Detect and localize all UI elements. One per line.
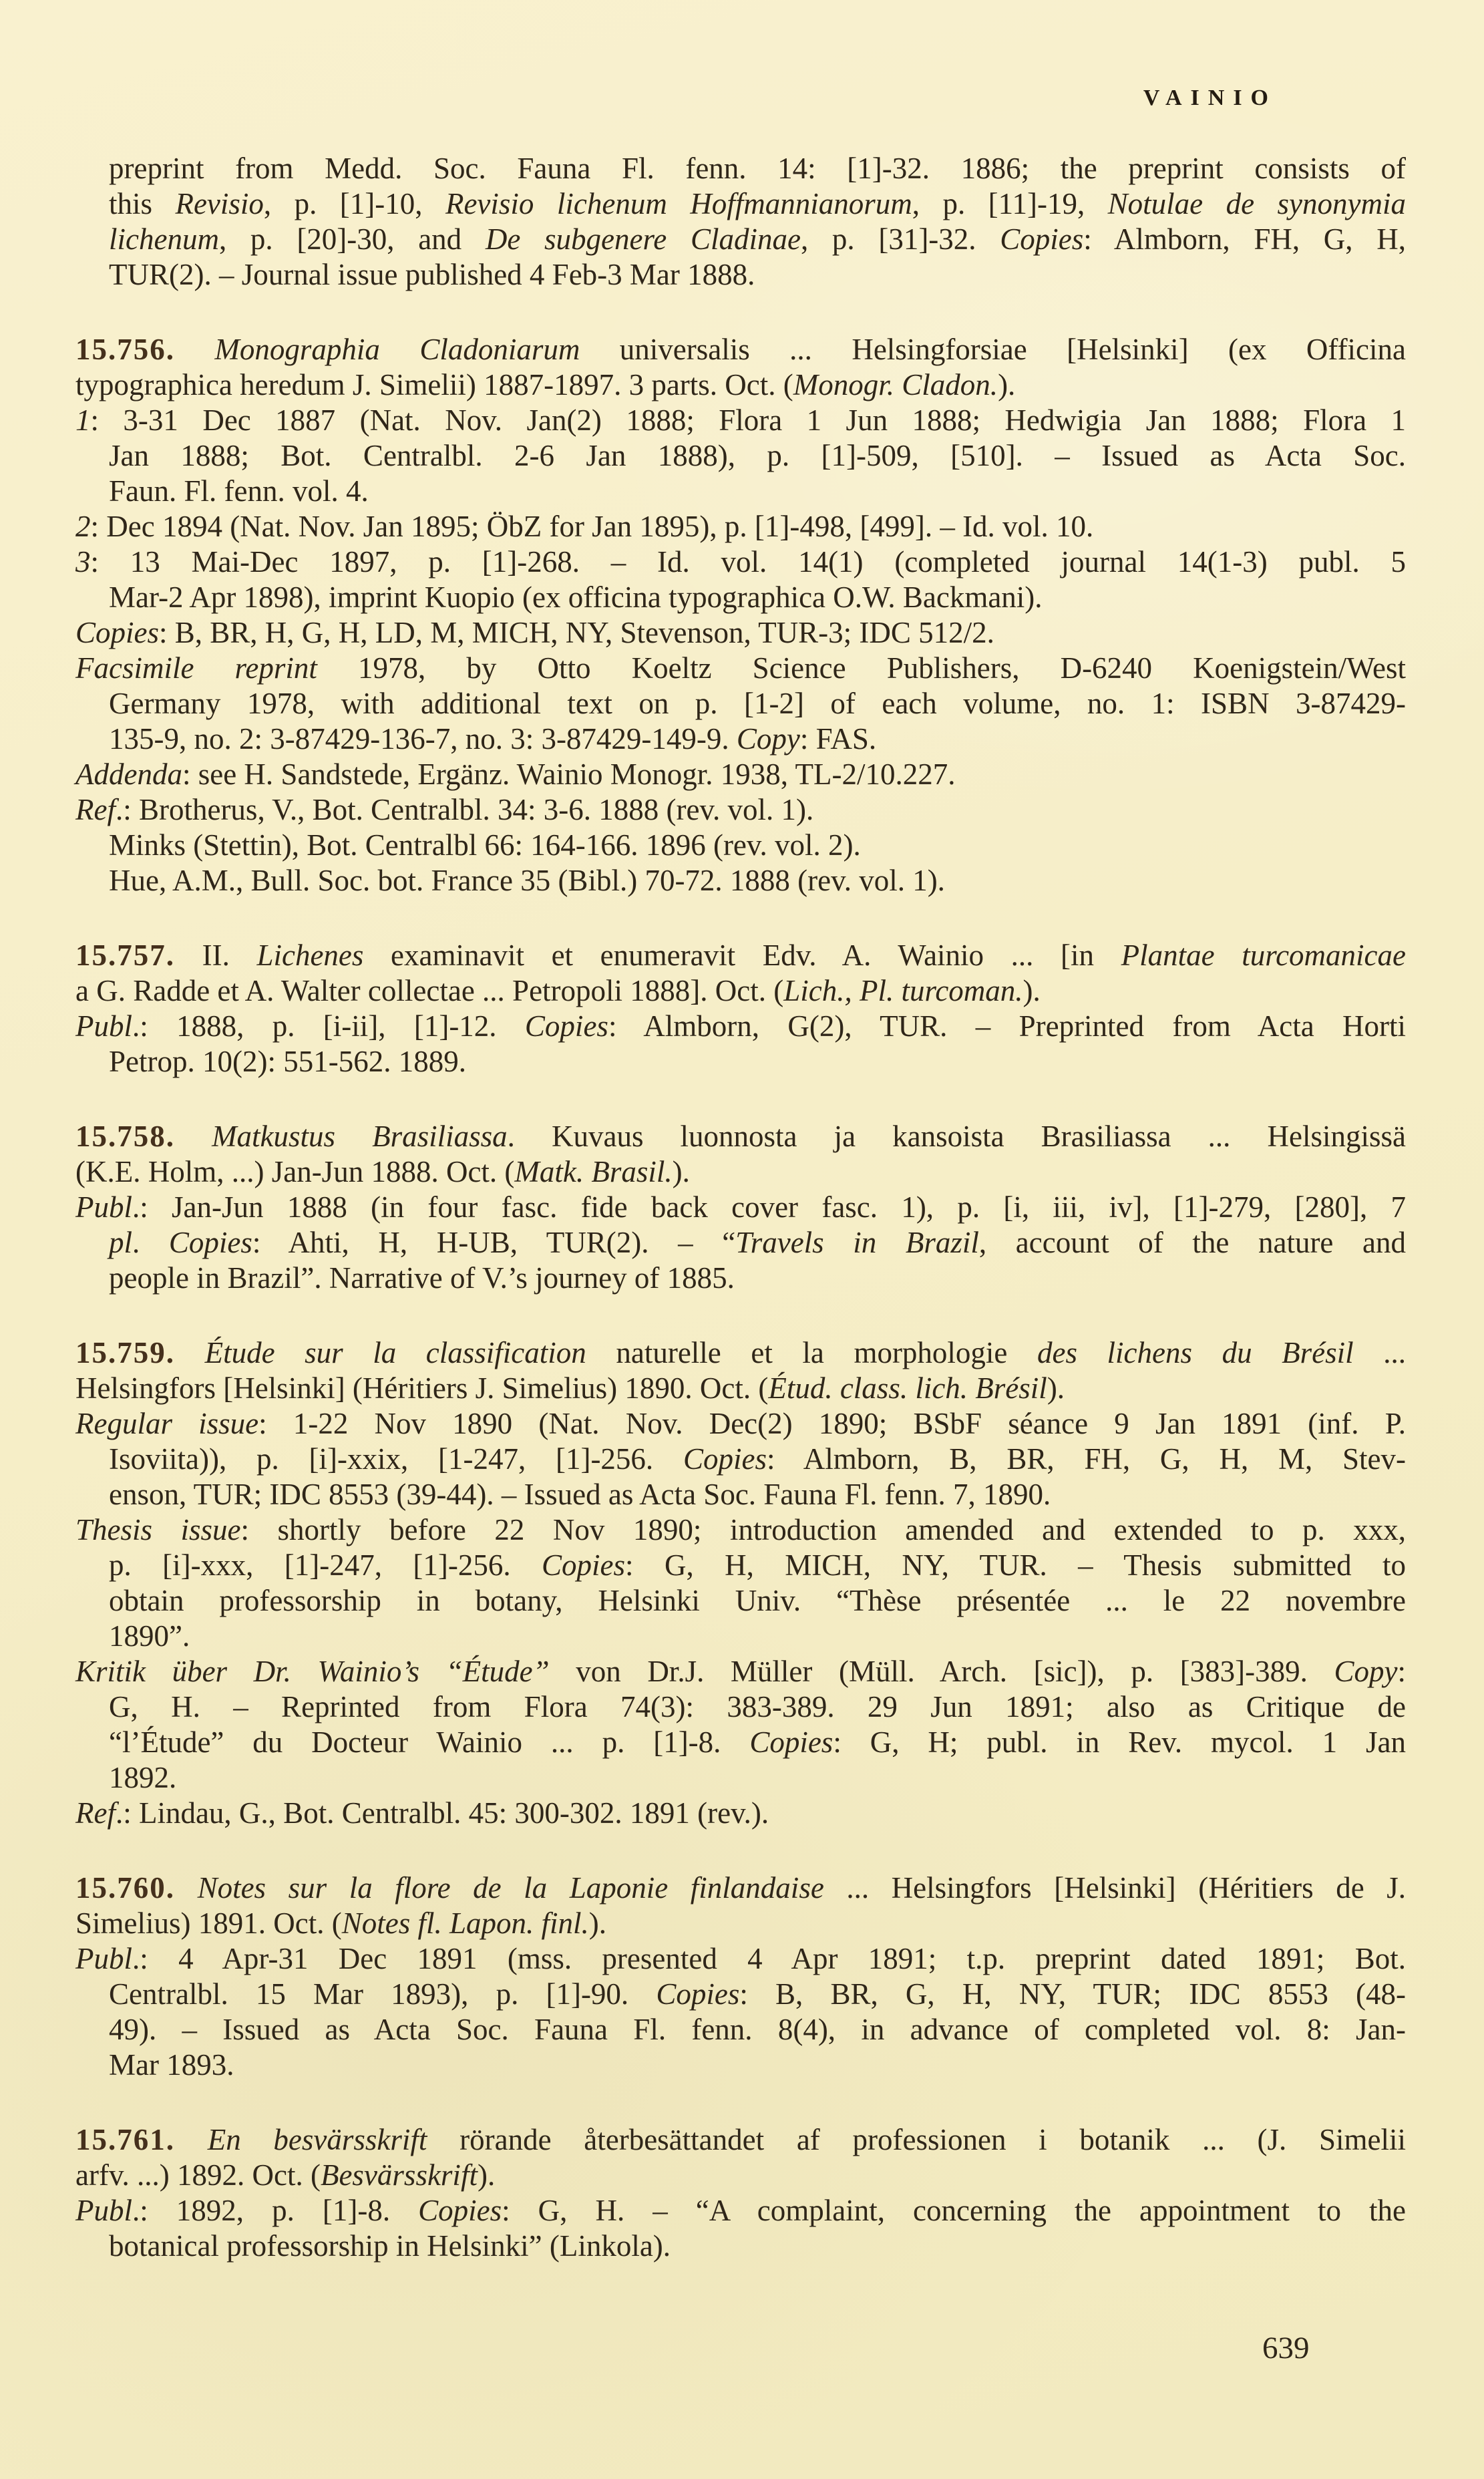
text-line <box>75 757 1406 792</box>
text-run: arfv. ...) 1892. Oct. ( <box>75 2158 321 2192</box>
text-run: a G. Radde et A. Walter collectae ... Petropoli 1888]. Oct. ( <box>75 974 784 1007</box>
text-run: p. [i]-xxx, [1]-247, [1]-256. <box>109 1548 542 1582</box>
italic-run: Facsimile reprint <box>75 651 317 685</box>
text-line <box>75 1941 1406 1977</box>
text-run: Mar 1893. <box>109 2048 234 2082</box>
text-line <box>75 1119 1406 1154</box>
text-line <box>109 186 1406 222</box>
paragraph <box>75 757 1406 792</box>
text-run: , p. [20]-30, and <box>218 222 486 256</box>
text-run: ... Helsingfors [Helsinki] (Héritiers de J. <box>823 1871 1407 1905</box>
text-line <box>109 1548 1406 1583</box>
text-line <box>75 403 1406 438</box>
italic-run: Copies <box>542 1548 626 1582</box>
text-line <box>75 367 1406 403</box>
text-line <box>109 686 1406 721</box>
entry-15761 <box>75 2122 1406 2264</box>
text-run: 49). – Issued as Acta Soc. Fauna Fl. fenn. 8(4), in advance of completed vol. 8: Jan- <box>109 2013 1406 2046</box>
entry-number: 15.757. <box>75 939 175 972</box>
text-run: rörande återbesättandet af professionen i botanik ... (J. Simelii <box>427 2123 1407 2156</box>
continuation-paragraph <box>75 151 1406 293</box>
text-line <box>109 1442 1406 1477</box>
italic-run: Publ <box>75 1009 132 1043</box>
text-run: ). <box>477 2158 496 2192</box>
text-line <box>75 938 1406 973</box>
text-run: , p. [11]-19, <box>912 187 1108 220</box>
text-run: : G, H, MICH, NY, TUR. – Thesis submitted to <box>625 1548 1407 1582</box>
text-run: ). <box>1047 1371 1065 1405</box>
text-run: this <box>109 187 176 220</box>
italic-run: pl <box>109 1226 133 1259</box>
italic-run: lichenum <box>109 222 219 256</box>
text-line <box>109 2228 1406 2264</box>
text-run: . Kuvaus luonnosta ja kansoista Brasiliassa ... Helsingissä <box>507 1120 1406 1153</box>
text-line <box>75 332 1406 367</box>
italic-run: Copies <box>168 1226 252 1259</box>
text-line <box>75 1654 1406 1689</box>
text-run: Hue, A.M., Bull. Soc. bot. France 35 (Bibl.) 70-72. 1888 (rev. vol. 1). <box>109 864 945 897</box>
text-run: : shortly before 22 Nov 1890; introduction amended and extended to p. xxx, <box>240 1513 1406 1546</box>
text-run: : G, H. – “A complaint, concerning the appointment to the <box>502 2194 1406 2227</box>
text-line <box>75 651 1406 686</box>
text-line <box>109 474 1406 509</box>
text-run: Helsingfors [Helsinki] (Héritiers J. Simelius) 1890. Oct. ( <box>75 1371 769 1405</box>
text-line <box>75 2158 1406 2193</box>
paragraph <box>75 1406 1406 1512</box>
entry-number: 15.761. <box>75 2123 175 2156</box>
text-run: : G, H; publ. in Rev. mycol. 1 Jan <box>833 1725 1406 1759</box>
text-line <box>109 1261 1406 1296</box>
paragraph <box>75 651 1406 757</box>
text-line <box>75 1154 1406 1190</box>
text-run: , account of the nature and <box>978 1226 1406 1259</box>
text-line <box>109 1619 1406 1654</box>
italic-run: Notes sur la flore de la Laponie finlandaise <box>197 1871 824 1905</box>
italic-run: 3 <box>75 545 91 579</box>
text-run: II. <box>175 939 257 972</box>
text-line <box>109 2012 1406 2047</box>
italic-run: Matk. Brasil. <box>514 1155 673 1188</box>
text-run: examinavit et enumeravit Edv. A. Wainio ... [in <box>363 939 1121 972</box>
paragraph <box>75 151 1406 293</box>
text-run: ). <box>998 368 1016 401</box>
italic-run: Plantae turcomanicae <box>1121 939 1406 972</box>
paragraph <box>75 1190 1406 1296</box>
italic-run: Revisio <box>175 187 264 220</box>
italic-run: Kritik über Dr. Wainio’s “Étude” <box>75 1655 550 1688</box>
text-line <box>75 1406 1406 1442</box>
text-run: Germany 1978, with additional text on p. [1-2] of each volume, no. 1: ISBN 3-87429- <box>109 687 1406 720</box>
text-line <box>75 792 1406 828</box>
italic-run: Besvärsskrift <box>320 2158 478 2192</box>
text-run: naturelle et la morphologie <box>586 1336 1037 1369</box>
paragraph <box>75 2122 1406 2193</box>
italic-run: Publ <box>75 2194 132 2227</box>
text-run: enson, TUR; IDC 8553 (39-44). – Issued as Acta Soc. Fauna Fl. fenn. 7, 1890. <box>109 1478 1051 1511</box>
paragraph <box>75 1512 1406 1654</box>
text-run: : Dec 1894 (Nat. Nov. Jan 1895; ÖbZ for Jan 1895), p. [1]-498, [499]. – Id. vol. 10. <box>90 510 1094 543</box>
entry-15758 <box>75 1119 1406 1296</box>
text-line <box>109 438 1406 474</box>
text-run: : Almborn, FH, G, H, <box>1083 222 1406 256</box>
text-line <box>109 1689 1406 1725</box>
text-run: Faun. Fl. fenn. vol. 4. <box>109 474 369 508</box>
italic-run: 2 <box>75 510 91 543</box>
italic-run: Revisio lichenum Hoffmannianorum <box>445 187 912 220</box>
italic-run: Copies <box>749 1725 833 1759</box>
text-run: : see H. Sandstede, Ergänz. Wainio Monogr. 1938, TL-2/10.227. <box>182 758 956 791</box>
text-line <box>75 615 1406 651</box>
text-line <box>109 863 1406 898</box>
text-block <box>75 151 1406 2264</box>
text-line <box>75 2122 1406 2158</box>
text-run: Simelius) 1891. Oct. ( <box>75 1907 342 1940</box>
text-run: : 13 Mai-Dec 1897, p. [1]-268. – Id. vol. 14(1) (completed journal 14(1-3) publ. 5 <box>90 545 1406 579</box>
text-run <box>175 1336 205 1369</box>
paragraph <box>75 1796 1406 1831</box>
text-line <box>75 1796 1406 1831</box>
italic-run: Notes fl. Lapon. finl. <box>341 1907 589 1940</box>
italic-run: Monogr. Cladon. <box>793 368 998 401</box>
text-run: : Ahti, H, H-UB, TUR(2). – “ <box>252 1226 736 1259</box>
italic-run: Addenda <box>75 758 182 791</box>
text-run: Centralbl. 15 Mar 1893), p. [1]-90. <box>109 1977 657 2011</box>
text-run: preprint from Medd. Soc. Fauna Fl. fenn. 14: [1]-32. 1886; the preprint consists of <box>109 152 1406 185</box>
text-run: : Almborn, G(2), TUR. – Preprinted from Acta Horti <box>608 1009 1407 1043</box>
italic-run: Publ <box>75 1942 132 1975</box>
italic-run: Étud. class. lich. Brésil <box>768 1371 1047 1405</box>
text-line <box>109 1044 1406 1080</box>
italic-run: 1 <box>75 403 91 437</box>
paragraph <box>75 2193 1406 2264</box>
italic-run: Regular issue <box>75 1407 259 1440</box>
text-run: , p. [1]-10, <box>263 187 445 220</box>
text-run: : <box>1397 1655 1406 1688</box>
paragraph <box>75 1941 1406 2083</box>
text-run: : B, BR, G, H, NY, TUR; IDC 8553 (48- <box>739 1977 1406 2011</box>
text-run: ... <box>1353 1336 1406 1369</box>
text-line <box>75 1512 1406 1548</box>
entry-15759 <box>75 1335 1406 1831</box>
text-run: .: Brotherus, V., Bot. Centralbl. 34: 3-6. 1888 (rev. vol. 1). <box>115 793 814 826</box>
paragraph <box>75 615 1406 651</box>
text-run: Jan 1888; Bot. Centralbl. 2-6 Jan 1888), p. [1]-509, [510]. – Issued as Acta Soc. <box>109 439 1406 472</box>
paragraph <box>75 1870 1406 1941</box>
italic-run: De subgenere Cladinae <box>485 222 801 256</box>
text-run <box>175 1120 212 1153</box>
italic-run: Copies <box>524 1009 608 1043</box>
text-run: people in Brazil”. Narrative of V.’s journey of 1885. <box>109 1261 735 1295</box>
paragraph <box>75 1335 1406 1406</box>
paragraph <box>75 1009 1406 1080</box>
text-run <box>175 1871 198 1905</box>
text-line <box>109 222 1406 257</box>
text-run: von Dr.J. Müller (Müll. Arch. [sic]), p. [383]-389. <box>549 1655 1334 1688</box>
text-run: universalis ... Helsingforsiae [Helsinki] (ex Officina <box>580 333 1407 366</box>
italic-run: Monographia Cladoniarum <box>214 333 580 366</box>
text-run: .: Jan-Jun 1888 (in four fasc. fide back cover fasc. 1), p. [i, iii, iv], [1]-279, [280], 7 <box>132 1190 1406 1224</box>
text-line <box>75 973 1406 1009</box>
text-run: TUR(2). – Journal issue published 4 Feb-3 Mar 1888. <box>109 258 755 291</box>
text-run: botanical professorship in Helsinki” (Linkola). <box>109 2229 671 2263</box>
paragraph <box>75 1119 1406 1190</box>
italic-run: Copies <box>656 1977 740 2011</box>
text-run: 135-9, no. 2: 3-87429-136-7, no. 3: 3-87429-149-9. <box>109 722 737 756</box>
entry-number: 15.756. <box>75 333 175 366</box>
paragraph <box>75 332 1406 403</box>
text-run: . <box>132 1226 169 1259</box>
italic-run: Notulae de synonymia <box>1107 187 1406 220</box>
text-line <box>109 1225 1406 1261</box>
text-run: 1892. <box>109 1761 177 1794</box>
italic-run: Copies <box>1000 222 1084 256</box>
text-run: : 3-31 Dec 1887 (Nat. Nov. Jan(2) 1888; Flora 1 Jun 1888; Hedwigia Jan 1888; Flora 1 <box>90 403 1406 437</box>
text-run <box>175 2123 208 2156</box>
text-line <box>75 1870 1406 1906</box>
text-run: 1890”. <box>109 1619 190 1653</box>
entry-number: 15.759. <box>75 1336 175 1369</box>
italic-run: Copies <box>683 1442 767 1476</box>
italic-run: Lichenes <box>256 939 364 972</box>
text-run: Petrop. 10(2): 551-562. 1889. <box>109 1045 466 1078</box>
text-run: Mar-2 Apr 1898), imprint Kuopio (ex officina typographica O.W. Backmani). <box>109 581 1043 614</box>
text-line <box>109 1477 1406 1512</box>
paragraph <box>75 938 1406 1009</box>
entry-15757 <box>75 938 1406 1080</box>
paragraph <box>75 792 1406 898</box>
italic-run: Publ <box>75 1190 132 1224</box>
page-number: 639 <box>1262 2331 1310 2365</box>
text-run: .: 4 Apr-31 Dec 1891 (mss. presented 4 Apr 1891; t.p. preprint dated 1891; Bot. <box>132 1942 1406 1975</box>
text-line <box>75 1009 1406 1044</box>
text-line <box>109 151 1406 186</box>
text-run: “l’Étude” du Docteur Wainio ... p. [1]-8. <box>109 1725 750 1759</box>
text-line <box>109 2047 1406 2083</box>
text-line <box>109 1583 1406 1619</box>
text-line <box>109 1725 1406 1760</box>
text-run: .: Lindau, G., Bot. Centralbl. 45: 300-302. 1891 (rev.). <box>115 1796 769 1830</box>
text-run: ). <box>588 1907 607 1940</box>
italic-run: Ref <box>75 793 116 826</box>
paragraph <box>75 509 1406 544</box>
text-run: ). <box>1023 974 1041 1007</box>
text-run: , p. [31]-32. <box>800 222 1000 256</box>
running-head: VAINIO <box>1143 86 1277 110</box>
entry-number: 15.760. <box>75 1871 175 1905</box>
text-line <box>109 1760 1406 1796</box>
italic-run: Copy <box>1334 1655 1398 1688</box>
text-line <box>75 1335 1406 1371</box>
text-line <box>75 509 1406 544</box>
text-run: Isoviita)), p. [i]-xxix, [1-247, [1]-256. <box>109 1442 683 1476</box>
text-run: : 1-22 Nov 1890 (Nat. Nov. Dec(2) 1890; BSbF séance 9 Jan 1891 (inf. P. <box>258 1407 1406 1440</box>
italic-run: Thesis issue <box>75 1513 241 1546</box>
entry-number: 15.758. <box>75 1120 175 1153</box>
text-run: .: 1892, p. [1]-8. <box>132 2194 419 2227</box>
text-run: : B, BR, H, G, H, LD, M, MICH, NY, Stevenson, TUR-3; IDC 512/2. <box>159 616 994 649</box>
text-run <box>175 333 214 366</box>
text-run: typographica heredum J. Simelii) 1887-1897. 3 parts. Oct. ( <box>75 368 793 401</box>
italic-run: Copies <box>418 2194 502 2227</box>
text-run: 1978, by Otto Koeltz Science Publishers, D-6240 Koenigstein/West <box>317 651 1406 685</box>
text-line <box>75 1371 1406 1406</box>
text-run: : Almborn, B, BR, FH, G, H, M, Stev- <box>766 1442 1406 1476</box>
text-line <box>109 828 1406 863</box>
paragraph <box>75 544 1406 615</box>
text-line <box>75 1190 1406 1225</box>
text-line <box>109 1977 1406 2012</box>
italic-run: des lichens du Brésil <box>1037 1336 1354 1369</box>
text-run: (K.E. Holm, ...) Jan-Jun 1888. Oct. ( <box>75 1155 515 1188</box>
text-line <box>75 544 1406 580</box>
italic-run: Ref <box>75 1796 116 1830</box>
text-line <box>109 257 1406 293</box>
paragraph <box>75 403 1406 509</box>
italic-run: Copies <box>75 616 160 649</box>
entry-15760 <box>75 1870 1406 2083</box>
text-run: .: 1888, p. [i-ii], [1]-12. <box>132 1009 525 1043</box>
text-line <box>109 721 1406 757</box>
text-run: obtain professorship in botany, Helsinki Univ. “Thèse présentée ... le 22 novembre <box>109 1584 1406 1617</box>
text-line <box>75 2193 1406 2228</box>
text-line <box>109 580 1406 615</box>
italic-run: Travels in Brazil <box>735 1226 979 1259</box>
entry-15756 <box>75 332 1406 898</box>
text-line <box>75 1906 1406 1941</box>
text-run: G, H. – Reprinted from Flora 74(3): 383-389. 29 Jun 1891; also as Critique de <box>109 1690 1406 1723</box>
italic-run: Lich., Pl. turcoman. <box>783 974 1023 1007</box>
italic-run: Copy <box>736 722 800 756</box>
italic-run: Matkustus Brasiliassa <box>212 1120 508 1153</box>
italic-run: En besvärsskrift <box>207 2123 427 2156</box>
text-run: ). <box>672 1155 690 1188</box>
text-run: Minks (Stettin), Bot. Centralbl 66: 164-166. 1896 (rev. vol. 2). <box>109 828 861 862</box>
text-run: : FAS. <box>799 722 877 756</box>
italic-run: Étude sur la classification <box>204 1336 586 1369</box>
paragraph <box>75 1654 1406 1796</box>
